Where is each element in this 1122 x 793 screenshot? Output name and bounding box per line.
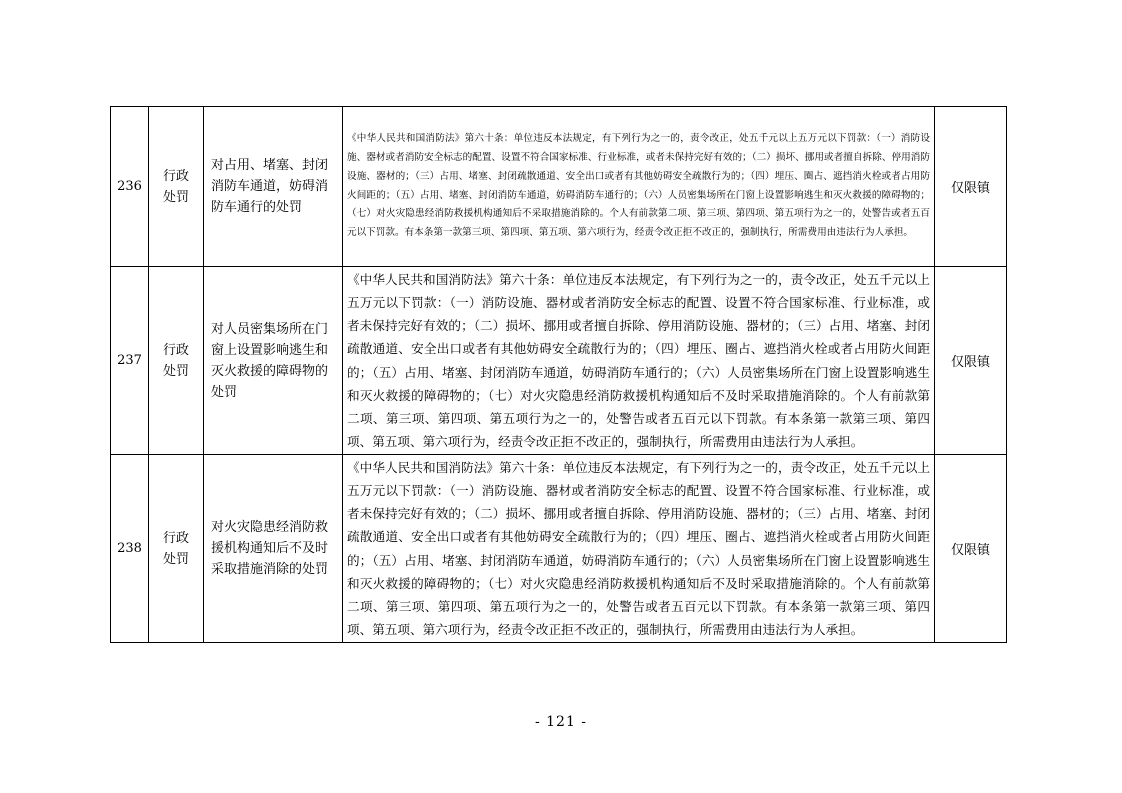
legal-basis: 《中华人民共和国消防法》第六十条：单位违反本法规定，有下列行为之一的，责令改正，处五千元以上五万元以下罚款：（一）消防设施、器材或者消防安全标志的配置、设置不符合国家标准、行业标准，或者未保持完好有效的；（二）损坏、挪用或者擅自拆除、停用消防设施、器材的；（三）占用、堵塞、封闭疏散通道、安全出口或者有其他妨碍安全疏散行为的；（四）埋压、圈占、遮挡消火栓或者占用防火间距的；（五）占用、堵塞、封闭消防车通道，妨碍消防车通行的；（六）人员密集场所在门窗上设置影响逃生和灭火救援的障碍物的；（七）对火灾隐患经消防救援机构通知后不采取措施消除的。个人有前款第二项、第三项、第四项、第五项行为之一的，处警告或者五百元以下罚款。有本条第一款第三项、第四项、第五项、第六项行为，经责令改正拒不改正的，强制执行，所需费用由违法行为人承担。 bbox=[343, 107, 935, 267]
penalty-type-line2: 处罚 bbox=[162, 189, 189, 205]
legal-basis: 《中华人民共和国消防法》第六十条：单位违反本法规定，有下列行为之一的，责令改正，处五千元以上五万元以下罚款：（一）消防设施、器材或者消防安全标志的配置、设置不符合国家标准、行业标准，或者未保持完好有效的；（二）损坏、挪用或者擅自拆除、停用消防设施、器材的；（三）占用、堵塞、封闭疏散通道、安全出口或者有其他妨碍安全疏散行为的；（四）埋压、圈占、遮挡消火栓或者占用防火间距的；（五）占用、堵塞、封闭消防车通道，妨碍消防车通行的；（六）人员密集场所在门窗上设置影响逃生和灭火救援的障碍物的；（七）对火灾隐患经消防救援机构通知后不及时采取措施消除的。个人有前款第二项、第三项、第四项、第五项行为之一的，处警告或者五百元以下罚款。有本条第一款第三项、第四项、第五项、第六项行为，经责令改正拒不改正的，强制执行，所需费用由违法行为人承担。 bbox=[343, 267, 935, 455]
penalty-type-line2: 处罚 bbox=[162, 363, 189, 379]
legal-basis: 《中华人民共和国消防法》第六十条：单位违反本法规定，有下列行为之一的，责令改正，处五千元以上五万元以下罚款：（一）消防设施、器材或者消防安全标志的配置、设置不符合国家标准、行业标准，或者未保持完好有效的；（二）损坏、挪用或者擅自拆除、停用消防设施、器材的；（三）占用、堵塞、封闭疏散通道、安全出口或者有其他妨碍安全疏散行为的；（四）埋压、圈占、遮挡消火栓或者占用防火间距的；（五）占用、堵塞、封闭消防车通道，妨碍消防车通行的；（六）人员密集场所在门窗上设置影响逃生和灭火救援的障碍物的；（七）对火灾隐患经消防救援机构通知后不及时采取措施消除的。个人有前款第二项、第三项、第四项、第五项行为之一的，处警告或者五百元以下罚款。有本条第一款第三项、第四项、第五项、第六项行为，经责令改正拒不改正的，强制执行，所需费用由违法行为人承担。 bbox=[343, 455, 935, 643]
penalty-type-line1: 行政 bbox=[162, 530, 189, 546]
penalty-type-cell bbox=[149, 455, 204, 643]
penalty-type-line1: 行政 bbox=[162, 168, 189, 184]
penalty-type-cell bbox=[149, 267, 204, 455]
table-row bbox=[111, 267, 1007, 455]
penalty-item: 对占用、堵塞、封闭消防车通道，妨碍消防车通行的处罚 bbox=[204, 107, 343, 267]
row-number: 238 bbox=[111, 455, 149, 643]
scope-label: 仅限镇 bbox=[935, 267, 1007, 455]
row-number: 237 bbox=[111, 267, 149, 455]
table-row bbox=[111, 455, 1007, 643]
penalty-table bbox=[110, 106, 1007, 643]
penalty-type-line1: 行政 bbox=[162, 342, 189, 358]
scope-label: 仅限镇 bbox=[935, 455, 1007, 643]
penalty-type-cell bbox=[149, 107, 204, 267]
row-number: 236 bbox=[111, 107, 149, 267]
scope-label: 仅限镇 bbox=[935, 107, 1007, 267]
penalty-item: 对人员密集场所在门窗上设置影响逃生和灭火救援的障碍物的处罚 bbox=[204, 267, 343, 455]
table-row bbox=[111, 107, 1007, 267]
page-number: - 121 - bbox=[534, 714, 588, 730]
penalty-item: 对火灾隐患经消防救援机构通知后不及时采取措施消除的处罚 bbox=[204, 455, 343, 643]
penalty-type-line2: 处罚 bbox=[162, 551, 189, 567]
